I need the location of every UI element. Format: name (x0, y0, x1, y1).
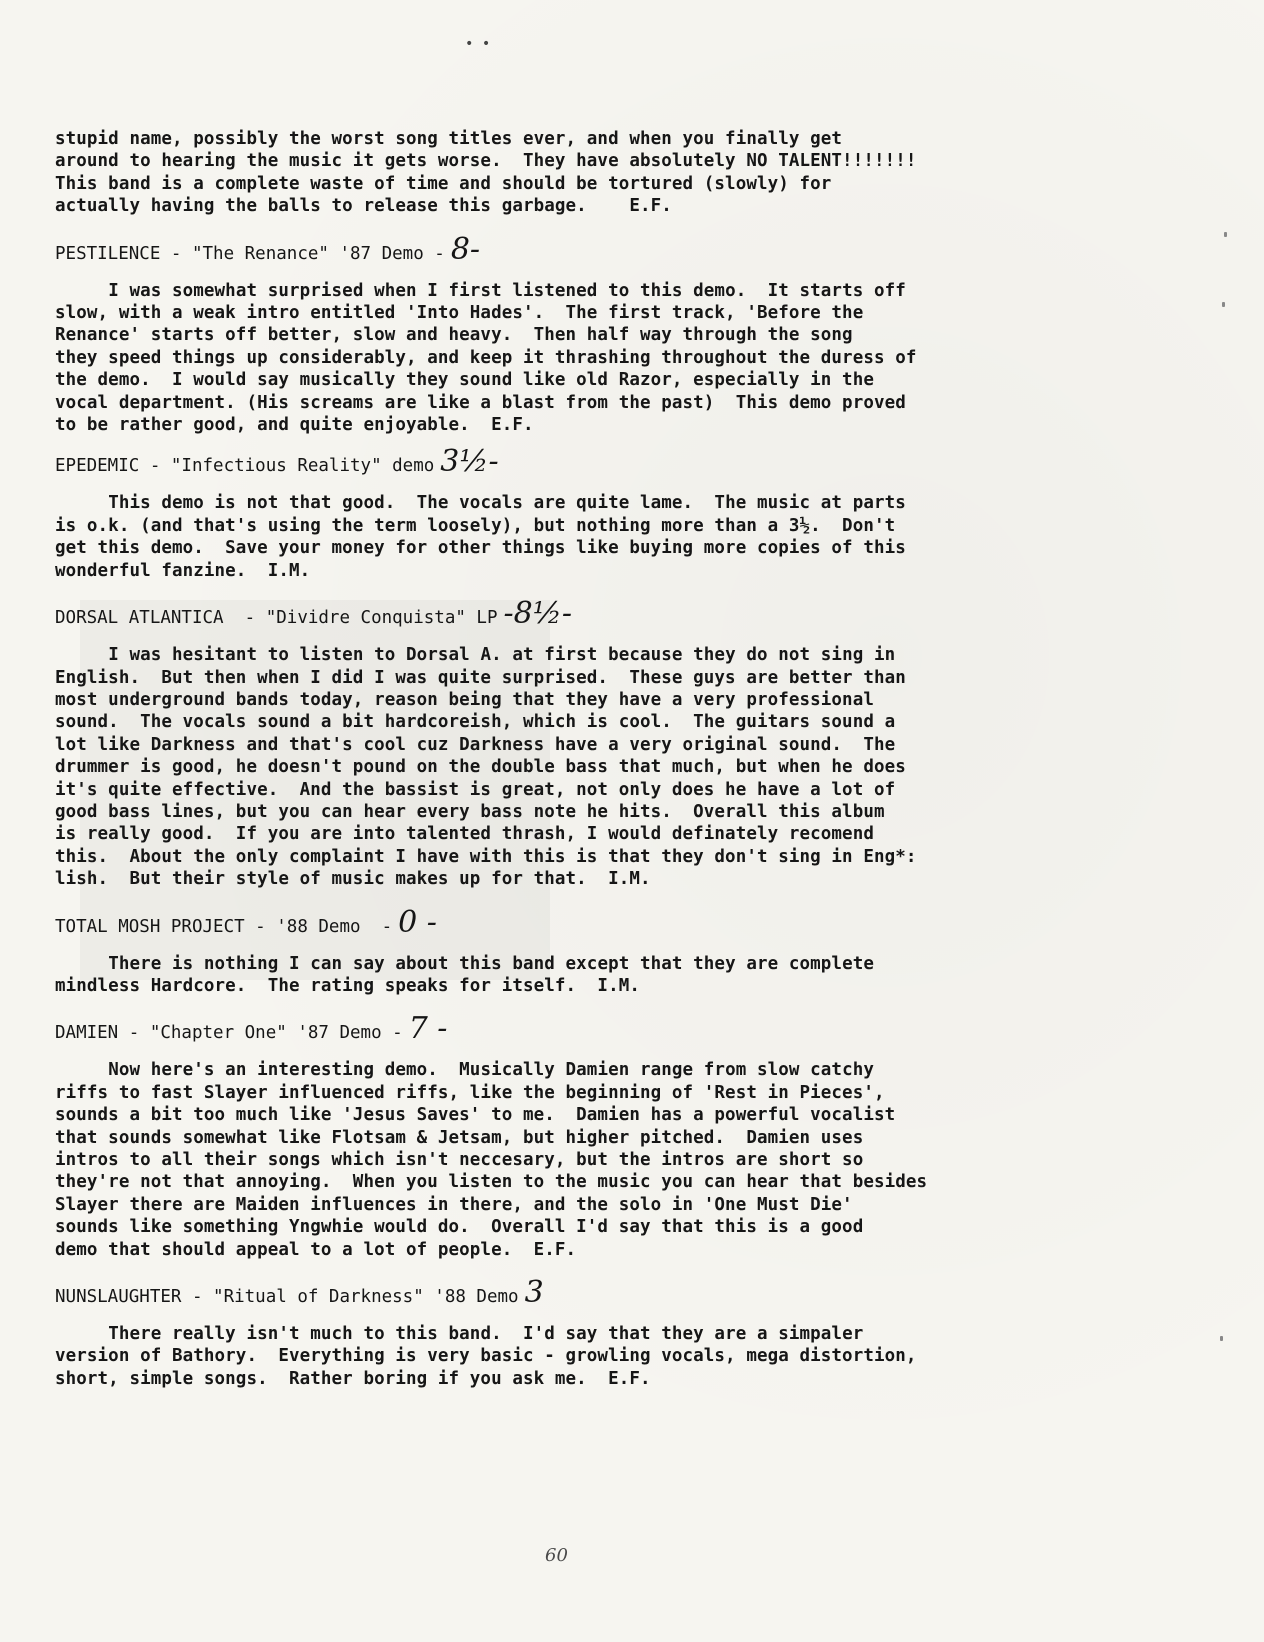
page-number: 60 (545, 1545, 568, 1566)
review-total-mosh-project (55, 904, 1165, 998)
review-title: EPEDEMIC - "Infectious Reality" demo (55, 456, 435, 477)
review-body: This demo is not that good. The vocals are quite lame. The music at parts is o.k. (and that's using the term loosely), but nothing more than a 3½. Don't get this demo. Save your money for other things like buying more copies of this wonderful fanzine. I.M. (55, 493, 906, 581)
review-heading (55, 1275, 1165, 1311)
review-title: TOTAL MOSH PROJECT - '88 Demo - (55, 916, 393, 937)
review-damien (55, 1011, 1165, 1261)
review-body: Now here's an interesting demo. Musically Damien range from slow catchy riffs to fast Slayer influenced riffs, like the beginning of 'Rest in Pieces', sounds a bit too much like 'Jesus Saves' to me. Damien has a powerful vocalist that sounds somewhat like Flotsam & Jetsam, but higher pitched. Damien uses intros to all their songs which isn't neccesary, but the intros are short so they're not that annoying. When you listen to the music you can hear that besides Slayer there are Maiden influences in there, and the solo in 'One Must Die' sounds like something Yngwhie would do. Overall I'd say that this is a good demo that should appeal to a lot of people. E.F. (55, 1060, 928, 1260)
review-rating: 8- (450, 231, 481, 267)
review-heading (55, 444, 1165, 480)
review-body: I was hesitant to listen to Dorsal A. at first because they do not sing in English. But then when I did I was quite surprised. These guys are better than most underground bands today, reason being that they have a very professional sound. The vocals sound a bit hardcoreish, which is cool. The guitars sound a lot like Darkness and that's cool cuz Darkness have a very original sound. The drummer is good, he doesn't pound on the double bass that much, but when he does it's quite effective. And the bassist is great, not only does he have a lot of good bass lines, but you can hear every bass note he hits. Overall this album is really good. If you are into talented thrash, I would definately recomend this. About the only complaint I have with this is that they don't sing in Eng*: lish. But their style of music makes up for that. I.M. (55, 645, 917, 890)
review-heading (55, 1011, 1165, 1047)
review-pestilence (55, 231, 1165, 437)
review-dorsal-atlantica (55, 596, 1165, 890)
review-title: NUNSLAUGHTER - "Ritual of Darkness" '88 Demo (55, 1287, 519, 1308)
review-title: DAMIEN - "Chapter One" '87 Demo - (55, 1023, 403, 1044)
margin-speck (1224, 232, 1227, 237)
review-nunslaughter (55, 1275, 1165, 1390)
reviews-column (55, 128, 1165, 1390)
review-rating: 3½- (440, 444, 499, 480)
review-body: I was somewhat surprised when I first listened to this demo. It starts off slow, with a weak intro entitled 'Into Hades'. The first track, 'Before the Renance' starts off better, slow and heavy. Then half way through the song they speed things up considerably, and keep it thrashing throughout the duress of the demo. I would say musically they sound like old Razor, especially in the vocal department. (His screams are like a blast from the past) This demo proved to be rather good, and quite enjoyable. E.F. (55, 280, 917, 436)
review-rating: -8½- (503, 596, 572, 632)
margin-speck (1222, 302, 1225, 307)
review-title: PESTILENCE - "The Renance" '87 Demo - (55, 243, 445, 264)
review-title: DORSAL ATLANTICA - "Dividre Conquista" LP (55, 608, 498, 629)
review-body: There is nothing I can say about this band except that they are complete mindless Hardcore. The rating speaks for itself. I.M. (55, 953, 874, 996)
review-heading (55, 231, 1165, 267)
review-body: There really isn't much to this band. I'd say that they are a simpaler version of Bathory. Everything is very basic - growling vocals, mega distortion, short, simple songs. Rather boring if you ask me. E.F. (55, 1324, 917, 1389)
intro-paragraph: stupid name, possibly the worst song titles ever, and when you finally get around to hearing the music it gets worse. They have absolutely NO TALENT!!!!!!! This band is a complete waste of time and should be tortured (slowly) for actually having the balls to release this garbage. E.F. (55, 129, 917, 217)
review-rating: 0 - (398, 904, 437, 940)
review-heading (55, 596, 1165, 632)
margin-speck (1220, 1336, 1223, 1341)
review-heading (55, 904, 1165, 940)
review-rating: 7 - (408, 1011, 448, 1047)
top-speck-marks: • • (465, 36, 491, 52)
review-epedemic (55, 444, 1165, 582)
review-rating: 3 (524, 1275, 544, 1311)
